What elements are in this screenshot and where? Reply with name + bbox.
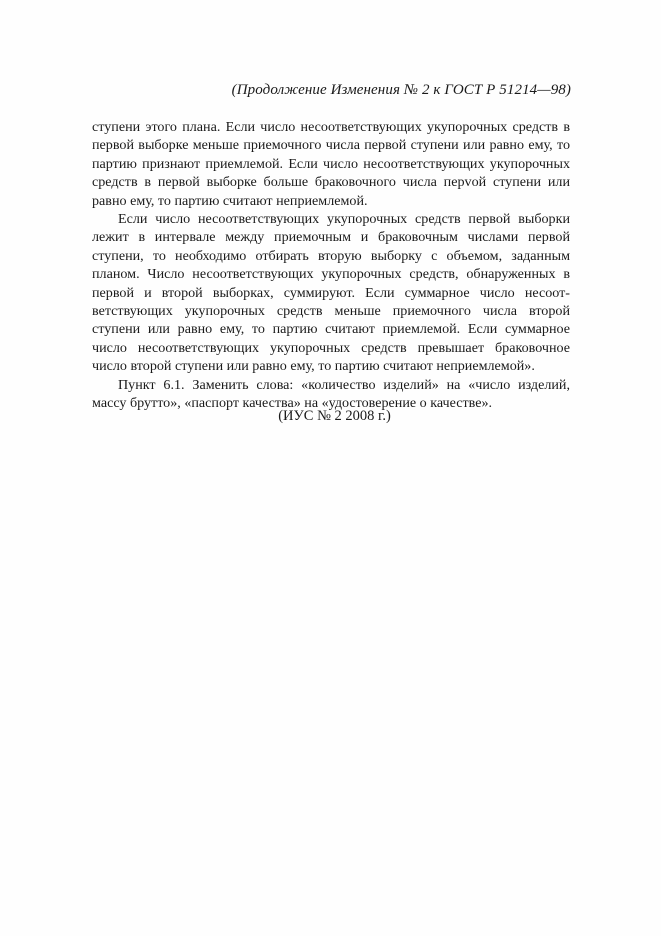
paragraph-clause-6-1: Пункт 6.1. Заменить слова: «количество изделий» на «число изделий, массу брутто», «паспорт качества» на «удостоверение о качестве». (92, 376, 570, 412)
publication-reference: (ИУС № 2 2008 г.) (278, 408, 391, 424)
paragraph-continuation: ступени этого плана. Если число несоответствующих укупорочных средств в первой выборке меньше приемочного числа первой ступени или равно ему, то партию признают приемлемой. Если число несоответствующих укупорочных средств в первой выборке больше браковочного числа перvой ступени или равно ему, то партию считают неприемлемой. (92, 119, 570, 209)
publication-reference-wrapper (0, 408, 661, 425)
paragraph-second-sample: Если число несоответствующих укупорочных средств первой выборки лежит в интервале между приемочным и браковочным числами первой ступени, то необходимо отбирать вторую выборку с объемом, заданным планом. Число несоответствующих укупорочных средств, обнаруженных в первой и второй выборках, суммируют. Если суммарное число несоответствующих укупорочных средств меньше приемочного числа второй ступени или равно ему, то партию считают приемлемой. Если суммарное число несоответствующих укупорочных средств превышает браковочное число второй ступени или равно ему, то партию считают неприемлемой». (92, 211, 570, 375)
document-body (92, 118, 570, 413)
page-header: (Продолжение Изменения № 2 к ГОСТ Р 51214—98) (231, 82, 571, 98)
